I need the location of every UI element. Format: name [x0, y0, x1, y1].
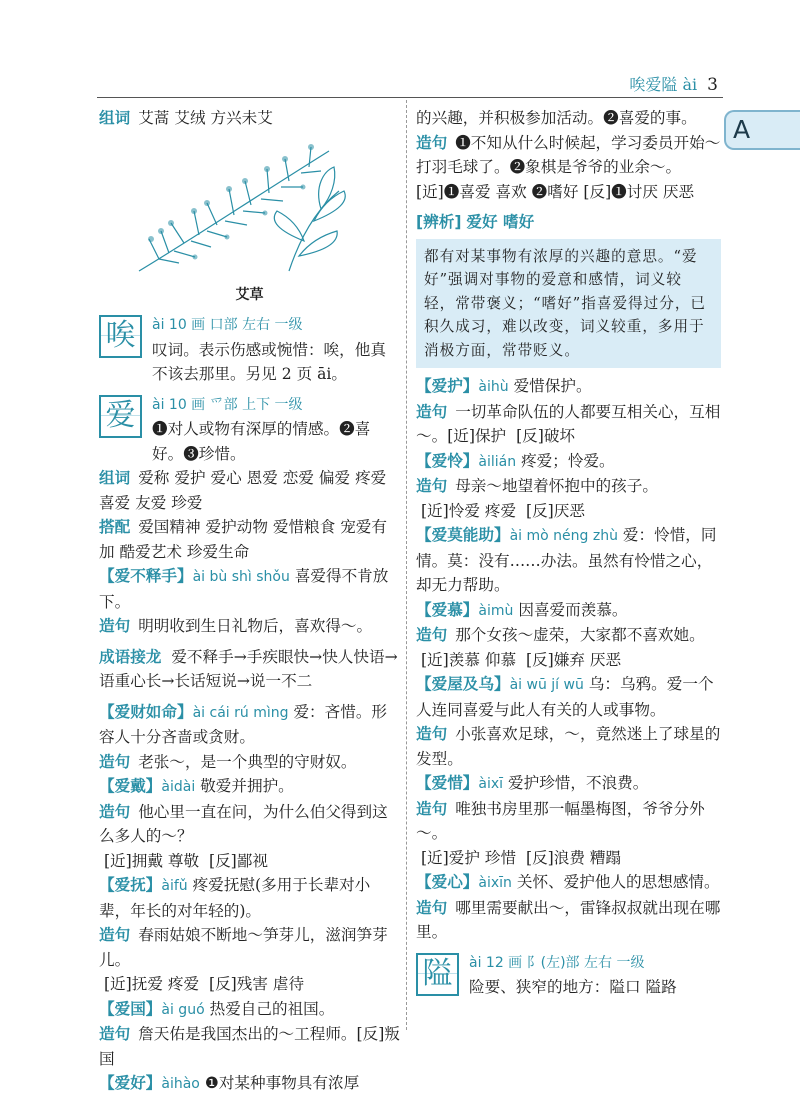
headword-ai-narrow [416, 951, 721, 1000]
headword-definition: 叹词。表示伤感或惋惜：唉，他真不该去那里。另见 2 页 āi。 [152, 340, 386, 383]
bianxi-box: 都有对某事物有浓厚的兴趣的意思。“爱好”强调对事物的爱意和感情，词义较轻，常带褒义；“嗜好”指喜爱得过分，已积久成习，难以改变，词义较重，多用于消极方面，常带贬义。 [416, 239, 721, 369]
zaoju-line: 造句 哪里需要献出～，雷锋叔叔就出现在哪里。 [416, 898, 721, 941]
chengyu-line: 成语接龙 爱不释手→手疾眼快→快人快语→语重心长→长话短说→说一不二 [99, 647, 398, 690]
jinfan-line: [近]爱护 珍惜 [反]浪费 糟蹋 [420, 848, 622, 867]
bianxi-heading: [辨析] 爱好 嗜好 [416, 213, 535, 231]
column-divider [406, 100, 407, 1030]
entry-line: 【爱慕】àimù 因喜爱而羡慕。 [416, 600, 628, 619]
header-rule [97, 97, 723, 98]
headword-info: ài 10 画 爫部 上下 一级 [152, 396, 303, 413]
letter-tab[interactable]: A [724, 110, 800, 150]
entry-line: 【爱护】àihù 爱惜保护。 [416, 377, 592, 395]
headword-definition: ❶对人或物有深厚的情感。❷喜好。❸珍惜。 [152, 420, 371, 463]
entry-line: 【爱莫能助】ài mò néng zhù 爱：怜惜，同情。莫：没有……办法。虽然有怜惜之心，却无力帮助。 [416, 526, 717, 594]
entry-line: 【爱戴】àidài 敬爱并拥护。 [99, 777, 294, 795]
entry-line: 【爱财如命】ài cái rú mìng 爱：吝惜。形容人十分吝啬或贪财。 [99, 702, 388, 746]
zaoju-line: 造句 他心里一直在问，为什么伯父得到这么多人的～？ [99, 802, 388, 845]
jinfan-line: [近]拥戴 尊敬 [反]鄙视 [103, 851, 268, 870]
zaoju-line: 造句 ❶不知从什么时候起，学习委员开始～打羽毛球了。❷象棋是爷爷的业余～。[近]❶喜爱 喜欢 ❷嗜好 [反]❶讨厌 厌恶 [416, 133, 721, 201]
headword-info: ài 10 画 口部 左右 一级 [152, 317, 303, 333]
zaoju-line: 造句 那个女孩～虚荣，大家都不喜欢她。 [416, 626, 705, 644]
zaoju-line: 造句 明明收到生日礼物后，喜欢得～。 [99, 617, 373, 635]
right-column [416, 106, 721, 1000]
headword-char-box: 爱 [99, 395, 142, 438]
zaoju-line: 造句 小张喜欢足球，～，竟然迷上了球星的发型。 [416, 725, 721, 768]
page-number: 3 [707, 75, 718, 95]
zaoju-line: 造句 詹天佑是我国杰出的～工程师。[反]叛国 [99, 1025, 400, 1068]
headword-info: ài 12 画 阝(左)部 左右 一级 [469, 954, 645, 971]
headword-char-box: 唉 [99, 315, 142, 358]
entry-line: 【爱国】ài guó 热爱自己的祖国。 [99, 999, 335, 1018]
jinfan-line: [近]怜爱 疼爱 [反]厌恶 [420, 501, 585, 520]
entry-line: 【爱惜】àixī 爱护珍惜，不浪费。 [416, 774, 649, 792]
headword-char-box: 隘 [416, 953, 459, 996]
entry-line: 【爱抚】àifǔ 疼爱抚慰(多用于长辈对小辈，年长的对年轻的)。 [99, 876, 371, 920]
jinfan-line: [近]羡慕 仰慕 [反]嫌弃 厌恶 [420, 650, 622, 669]
zuci-line: 组词 艾蒿 艾绒 方兴未艾 [99, 109, 273, 127]
zaoju-line: 造句 母亲～地望着怀抱中的孩子。 [416, 477, 658, 495]
left-column [99, 106, 400, 1097]
headword-definition: 险要、狭窄的地方：隘口 隘路 [469, 978, 677, 996]
zaoju-line: 造句 唯独书房里那一幅墨梅图，爷爷分外～。 [416, 799, 705, 842]
entry-line: 【爱怜】àilián 疼爱；怜爱。 [416, 451, 615, 470]
entry-continuation: 的兴趣，并积极参加活动。❷喜爱的事。 [416, 109, 697, 127]
page-header [97, 72, 722, 96]
zaoju-line: 造句 春雨姑娘不断地～笋芽儿，滋润笋芽儿。 [99, 926, 388, 969]
entry-line: 【爱心】àixīn 关怀、爱护他人的思想感情。 [416, 873, 720, 891]
zuci-line: 组词 爱称 爱护 爱心 恩爱 恋爱 偏爱 疼爱 喜爱 友爱 珍爱 [99, 469, 387, 512]
headword-ai-sigh [99, 313, 400, 387]
entry-line: 【爱屋及乌】ài wū jí wū 乌：乌鸦。爱一个人连同喜爱与此人有关的人或事物。 [416, 675, 714, 719]
mugwort-illustration [99, 131, 400, 281]
entry-line: 【爱不释手】ài bù shì shǒu 喜爱得不肯放下。 [99, 567, 389, 611]
entry-line: 【爱好】àihào ❶对某种事物具有浓厚 [99, 1074, 360, 1092]
headword-ai-love [99, 393, 400, 467]
jinfan-line: [近]抚爱 疼爱 [反]残害 虐待 [103, 975, 305, 993]
zaoju-line: 造句 老张～，是一个典型的守财奴。 [99, 752, 357, 771]
dapei-line: 搭配 爱国精神 爱护动物 爱惜粮食 宠爱有加 酷爱艺术 珍爱生命 [99, 518, 387, 561]
header-text: 唉爱隘 ài 3 [629, 75, 718, 95]
zaoju-line: 造句 一切革命队伍的人都要互相关心，互相～。[近]保护 [反]破坏 [416, 402, 721, 445]
illustration-caption: 艾草 [235, 286, 264, 303]
